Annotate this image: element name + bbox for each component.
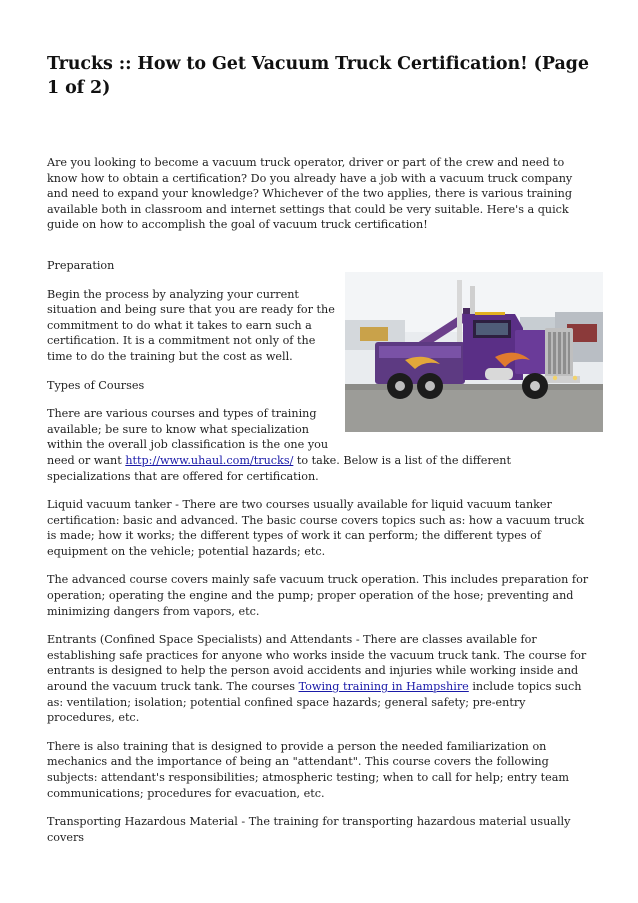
entrants-paragraph [47,632,595,726]
types-heading: Types of Courses [47,378,145,392]
hazmat-paragraph: Transporting Hazardous Material - The training for transporting hazardous material usually covers [47,815,571,844]
intro-paragraph: Are you looking to become a vacuum truck operator, driver or part of the crew and need to know how to obtain a certification? Do you already have a job with a vacuum truck company and need to expand your knowledge? Whichever of the two applies, there is various training available both in classroom and internet settings that could be very suitable. Here's a quick guide on how to accomplish the goal of vacuum truck certification! [47,156,573,232]
types-body-text-end: to take. Below is a list of the different specializations that are offered for certification. [47,453,511,483]
advanced-course-paragraph: The advanced course covers mainly safe vacuum truck operation. This includes preparation for operation; operating the engine and the pump; proper operation of the hose; preventing and minimizing dangers from vapors, etc. [47,573,589,618]
attendant-paragraph: There is also training that is designed to provide a person the needed familiarization on mechanics and the importance of being an "attendant". This course covers the following subjects: attendant's responsibilities; atmospheric testing; when to call for help; entry team communications; procedures for evacuation, etc. [47,739,570,800]
entrants-text: Entrants (Confined Space Specialists) and Attendants - There are classes available for establishing safe practices for anyone who works inside the vacuum truck tank. The course for entrants is designed to help the person avoid accidents and injuries while working inside and around the vacuum truck tank. The courses [47,633,587,694]
page-title: Trucks :: How to Get Vacuum Truck Certification! (Page 1 of 2) [47,54,589,98]
entrants-text-end: include topics such as: ventilation; isolation; potential confined space hazards; general safety; pre-entry procedures, etc. [47,680,582,725]
types-body-text: There are various courses and types of training available; be sure to know what specialization within the overall job classification is the one you need or want [47,407,329,467]
preparation-body: Begin the process by analyzing your current situation and being sure that you are ready for the commitment to do what it takes to earn such a certification. It is a commitment not only of the time to do the training but the cost as well. [47,287,335,363]
uhaul-link[interactable]: http://www.uhaul.com/trucks/ [125,453,294,467]
truck-photo [345,272,603,432]
liquid-tanker-paragraph: Liquid vacuum tanker - There are two courses usually available for liquid vacuum tanker certification: basic and advanced. The basic course covers topics such as: how a vacuum truck is made; how it works; the different types of work it can perform; the different types of equipment on the vehicle; potential hazards; etc. [47,498,585,558]
document-page [47,52,595,858]
preparation-heading: Preparation [47,258,115,272]
towing-training-link[interactable]: Towing training in Hampshire [298,680,469,694]
